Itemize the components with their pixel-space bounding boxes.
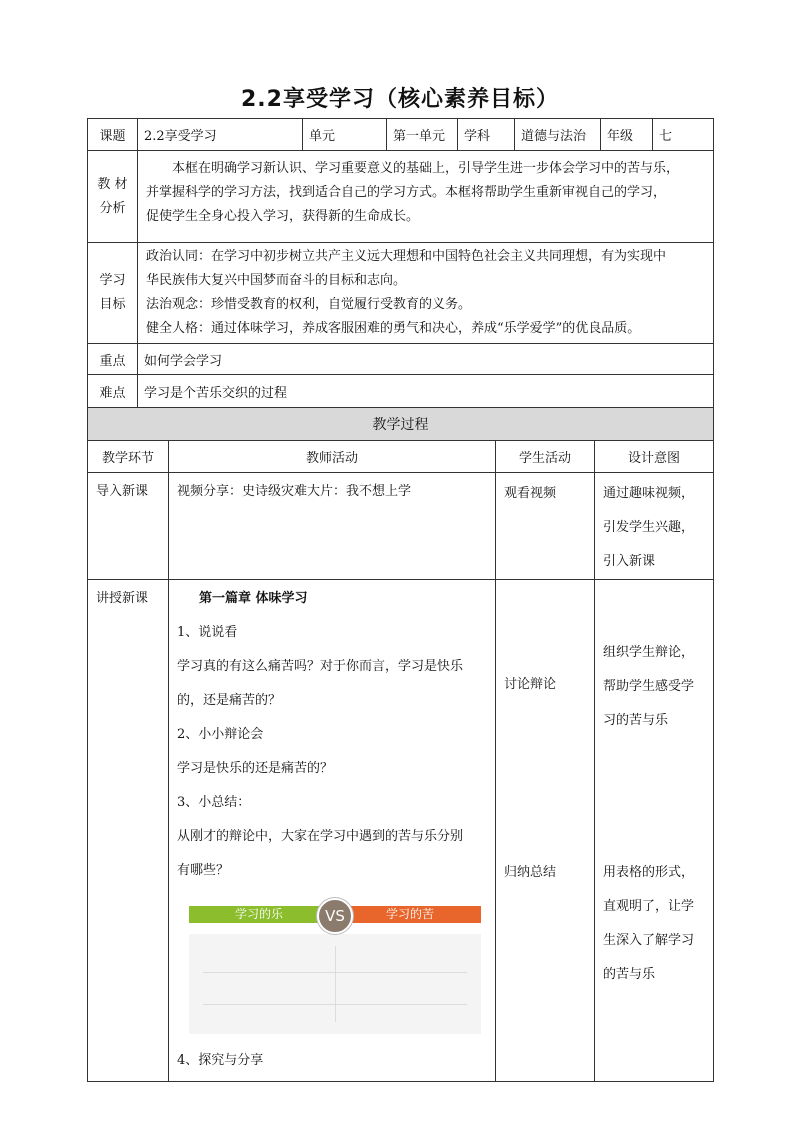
col-teacher: 教师活动 (169, 441, 496, 473)
process-heading: 教学过程 (88, 408, 714, 441)
subject-label: 学科 (458, 119, 515, 151)
joy-vs-pain-image (189, 898, 481, 1034)
student-discuss: 讨论辩论 (504, 677, 557, 692)
grade-label: 年级 (601, 119, 653, 151)
goals-label: 学习 目标 (88, 243, 138, 344)
intent-debate: 组织学生辩论， 帮助学生感受学 习的苦与乐 (603, 645, 695, 728)
analysis-text: 本框在明确学习新认识、学习重要意义的基础上，引导学生进一步体会学习中的苦与乐， 并掌握科学的学习方法，找到适合自己的学习方式。本框将帮助学生重新审视自己的学习， 促使学生全身心投入学习，获得新的生命成长。 (138, 151, 714, 243)
key-point-label: 重点 (88, 344, 138, 375)
difficulty-label: 难点 (88, 375, 138, 408)
analysis-row (88, 151, 714, 243)
document-title: 2.2享受学习（核心素养目标） (241, 87, 559, 112)
process-columns-row (88, 441, 714, 473)
lesson-student (496, 580, 595, 1082)
lesson-teacher: 第一篇章 体味学习 1、说说看 学习真的有这么痛苦吗？对于你而言，学习是快乐 的，还是痛苦的？ 2、小小辩论会 学习是快乐的还是痛苦的？ 3、小总结： 从刚才的辩论中，大家在学习中遇到的苦与乐分别 有哪些？ 学习的乐 学习的苦 VS 4、探究与分享 (169, 580, 496, 1082)
info-table (87, 118, 714, 408)
lesson-intent (595, 580, 714, 1082)
intro-row (88, 473, 714, 580)
intro-teacher: 视频分享：史诗级灾难大片：我不想上学 (169, 473, 496, 580)
difficulty-row (88, 375, 714, 408)
intro-intent: 通过趣味视频， 引发学生兴趣， 引入新课 (595, 473, 714, 580)
chapter-title: 第一篇章 体味学习 (199, 591, 308, 606)
analysis-label: 教 材 分析 (88, 151, 138, 243)
process-heading-row (88, 408, 714, 441)
intro-student: 观看视频 (496, 473, 595, 580)
pain-banner: 学习的苦 (339, 906, 481, 923)
intent-table: 用表格的形式， 直观明了，让学 生深入了解学习 的苦与乐 (603, 865, 695, 982)
goals-text: 政治认同：在学习中初步树立共产主义远大理想和中国特色社会主义共同理想，有为实现中 华民族伟大复兴中国梦而奋斗的目标和志向。 法治观念：珍惜受教育的权利，自觉履行受教育的义务。 健全人格：通过体味学习，养成客服困难的勇气和决心，养成“乐学爱学”的优良品质。 (138, 243, 714, 344)
key-point-row (88, 344, 714, 375)
unit-label: 单元 (303, 119, 387, 151)
grade-value: 七 (653, 119, 714, 151)
difficulty-value: 学习是个苦乐交织的过程 (138, 375, 714, 408)
header-row (88, 119, 714, 151)
joy-banner: 学习的乐 (189, 906, 329, 923)
subject-value: 道德与法治 (515, 119, 601, 151)
col-student: 学生活动 (496, 441, 595, 473)
vs-badge: VS (317, 898, 353, 934)
lesson-row (88, 580, 714, 1082)
keti-value: 2.2享受学习 (138, 119, 303, 151)
process-table (87, 407, 714, 1082)
keti-label: 课题 (88, 119, 138, 151)
goals-row (88, 243, 714, 344)
key-point-value: 如何学会学习 (138, 344, 714, 375)
lesson-stage: 讲授新课 (88, 580, 169, 1082)
intro-stage: 导入新课 (88, 473, 169, 580)
col-intent: 设计意图 (595, 441, 714, 473)
comparison-grid (189, 934, 481, 1034)
unit-value: 第一单元 (387, 119, 458, 151)
student-summarize: 归纳总结 (504, 865, 557, 880)
col-stage: 教学环节 (88, 441, 169, 473)
